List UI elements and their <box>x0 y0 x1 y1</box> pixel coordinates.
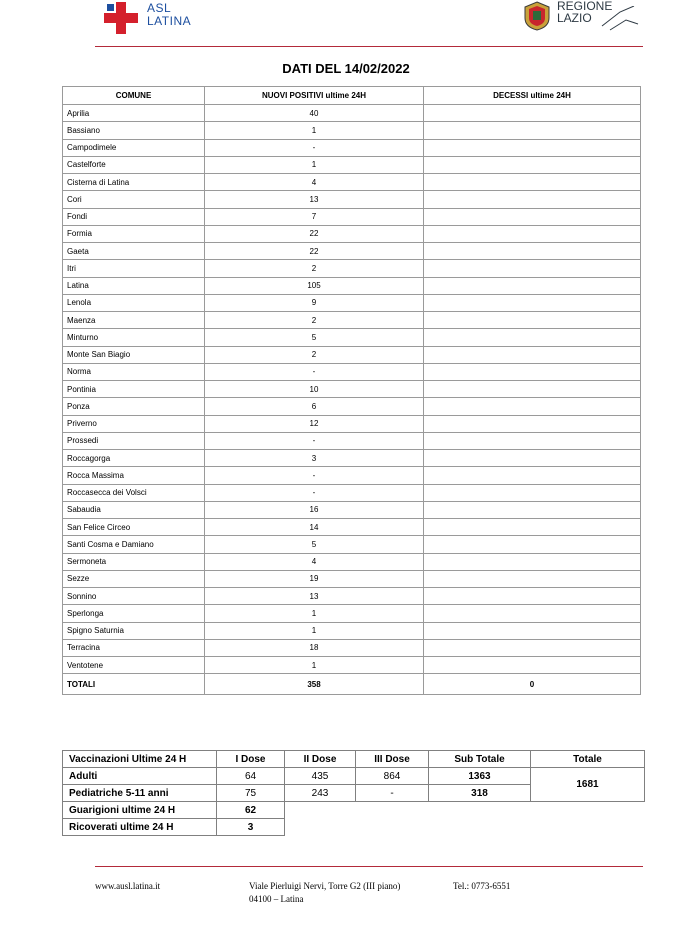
footer-address-line2: 04100 – Latina <box>249 894 304 904</box>
cell-positivi: 1 <box>205 156 424 173</box>
vax-header-dose1: I Dose <box>217 751 285 768</box>
cell-decessi <box>424 415 641 432</box>
vax-adulti-dose1: 64 <box>217 768 285 785</box>
table-row <box>63 519 641 536</box>
cell-decessi <box>424 363 641 380</box>
ricoverati-row <box>63 819 645 836</box>
cell-positivi: 13 <box>205 191 424 208</box>
cell-positivi: 5 <box>205 329 424 346</box>
cell-comune: Monte San Biagio <box>63 346 205 363</box>
regione-lazio-emblem-icon <box>522 1 552 31</box>
comuni-table <box>62 86 641 695</box>
vax-adulti-dose2: 435 <box>285 768 356 785</box>
cell-decessi <box>424 225 641 242</box>
table-row <box>63 243 641 260</box>
table-row <box>63 346 641 363</box>
table-row <box>63 174 641 191</box>
totals-label: TOTALI <box>63 674 205 695</box>
vax-header-title: Vaccinazioni Ultime 24 H <box>63 751 217 768</box>
cell-positivi: 40 <box>205 105 424 122</box>
cell-comune: Formia <box>63 225 205 242</box>
vax-pediatriche-label: Pediatriche 5-11 anni <box>63 785 217 802</box>
cell-comune: Sezze <box>63 570 205 587</box>
cell-decessi <box>424 657 641 674</box>
cell-decessi <box>424 570 641 587</box>
table-row <box>63 294 641 311</box>
cell-positivi: 3 <box>205 450 424 467</box>
cell-positivi: 19 <box>205 570 424 587</box>
cell-comune: Ventotene <box>63 657 205 674</box>
cell-comune: Terracina <box>63 639 205 656</box>
cell-decessi <box>424 381 641 398</box>
vax-header-subtotale: Sub Totale <box>429 751 531 768</box>
ricoverati-value: 3 <box>217 819 285 836</box>
header-divider <box>95 46 643 47</box>
cell-positivi: 4 <box>205 553 424 570</box>
vax-pediatriche-dose1: 75 <box>217 785 285 802</box>
cell-decessi <box>424 243 641 260</box>
table-row <box>63 657 641 674</box>
cell-decessi <box>424 277 641 294</box>
totals-row <box>63 674 641 695</box>
asl-cross-logo-icon <box>104 2 138 34</box>
cell-decessi <box>424 346 641 363</box>
table-row <box>63 605 641 622</box>
cell-comune: Pontinia <box>63 381 205 398</box>
table-row <box>63 639 641 656</box>
regione-lazio-text: REGIONE LAZIO <box>557 0 613 25</box>
col-header-positivi: NUOVI POSITIVI ultime 24H <box>205 87 424 105</box>
cell-positivi: 2 <box>205 346 424 363</box>
cell-decessi <box>424 139 641 156</box>
cell-positivi: 16 <box>205 501 424 518</box>
cell-comune: Rocca Massima <box>63 467 205 484</box>
cell-decessi <box>424 329 641 346</box>
cell-comune: Campodimele <box>63 139 205 156</box>
footer-website[interactable]: www.ausl.latina.it <box>95 881 161 891</box>
cell-positivi: 4 <box>205 174 424 191</box>
page-header <box>0 0 692 48</box>
cell-positivi: 14 <box>205 519 424 536</box>
table-row <box>63 156 641 173</box>
table-row <box>63 450 641 467</box>
vax-row-adulti <box>63 768 645 785</box>
cell-comune: Sonnino <box>63 588 205 605</box>
vax-header-dose3: III Dose <box>356 751 429 768</box>
table-row <box>63 588 641 605</box>
cell-positivi: 22 <box>205 225 424 242</box>
cell-decessi <box>424 398 641 415</box>
cell-comune: Ponza <box>63 398 205 415</box>
cell-comune: Aprilia <box>63 105 205 122</box>
cell-decessi <box>424 588 641 605</box>
vax-totale: 1681 <box>531 768 645 802</box>
cell-comune: Cisterna di Latina <box>63 174 205 191</box>
cell-comune: Sabaudia <box>63 501 205 518</box>
cell-decessi <box>424 536 641 553</box>
cell-decessi <box>424 519 641 536</box>
vax-adulti-dose3: 864 <box>356 768 429 785</box>
cell-comune: Maenza <box>63 312 205 329</box>
cell-positivi: - <box>205 484 424 501</box>
table-row <box>63 536 641 553</box>
cell-positivi: 1 <box>205 657 424 674</box>
guarigioni-value: 62 <box>217 802 285 819</box>
cell-decessi <box>424 622 641 639</box>
cell-decessi <box>424 450 641 467</box>
cell-comune: Priverno <box>63 415 205 432</box>
ricoverati-label: Ricoverati ultime 24 H <box>63 819 217 836</box>
cell-comune: Sermoneta <box>63 553 205 570</box>
cell-decessi <box>424 174 641 191</box>
table-row <box>63 415 641 432</box>
cell-comune: Gaeta <box>63 243 205 260</box>
table-row <box>63 105 641 122</box>
vax-header-row <box>63 751 645 768</box>
cell-comune: Sperlonga <box>63 605 205 622</box>
vax-pediatriche-dose3: - <box>356 785 429 802</box>
cell-positivi: 6 <box>205 398 424 415</box>
vax-pediatriche-dose2: 243 <box>285 785 356 802</box>
cell-positivi: 1 <box>205 122 424 139</box>
table-row <box>63 139 641 156</box>
table-row <box>63 260 641 277</box>
cell-comune: San Felice Circeo <box>63 519 205 536</box>
cell-positivi: 1 <box>205 622 424 639</box>
cell-decessi <box>424 105 641 122</box>
cell-decessi <box>424 501 641 518</box>
asl-logo-text: ASL LATINA <box>147 1 192 28</box>
table-row <box>63 312 641 329</box>
cell-comune: Fondi <box>63 208 205 225</box>
cell-decessi <box>424 294 641 311</box>
footer-address-line1: Viale Pierluigi Nervi, Torre G2 (III piano) <box>249 881 401 891</box>
vaccinazioni-table <box>62 750 645 836</box>
cell-comune: Lenola <box>63 294 205 311</box>
cell-decessi <box>424 639 641 656</box>
cell-comune: Itri <box>63 260 205 277</box>
cell-comune: Castelforte <box>63 156 205 173</box>
cell-comune: Santi Cosma e Damiano <box>63 536 205 553</box>
footer-phone: Tel.: 0773-6551 <box>453 881 511 891</box>
table-row <box>63 484 641 501</box>
table-row <box>63 191 641 208</box>
page-title: DATI DEL 14/02/2022 <box>282 61 410 76</box>
cell-comune: Roccagorga <box>63 450 205 467</box>
cell-comune: Latina <box>63 277 205 294</box>
cell-decessi <box>424 260 641 277</box>
table-row <box>63 208 641 225</box>
cell-comune: Cori <box>63 191 205 208</box>
vax-adulti-label: Adulti <box>63 768 217 785</box>
cell-positivi: 13 <box>205 588 424 605</box>
table-row <box>63 329 641 346</box>
footer-divider <box>95 866 643 867</box>
cell-positivi: 18 <box>205 639 424 656</box>
table-row <box>63 553 641 570</box>
vax-header-dose2: II Dose <box>285 751 356 768</box>
cell-positivi: 5 <box>205 536 424 553</box>
cell-comune: Prossedi <box>63 432 205 449</box>
cell-decessi <box>424 191 641 208</box>
table-row <box>63 381 641 398</box>
col-header-comune: COMUNE <box>63 87 205 105</box>
cell-decessi <box>424 208 641 225</box>
cell-positivi: 105 <box>205 277 424 294</box>
cell-decessi <box>424 122 641 139</box>
cell-comune: Spigno Saturnia <box>63 622 205 639</box>
table-row <box>63 622 641 639</box>
cell-comune: Norma <box>63 363 205 380</box>
guarigioni-row <box>63 802 645 819</box>
cell-decessi <box>424 432 641 449</box>
cell-positivi: 2 <box>205 312 424 329</box>
table-header-row <box>63 87 641 105</box>
cell-comune: Roccasecca dei Volsci <box>63 484 205 501</box>
cell-decessi <box>424 156 641 173</box>
vax-header-totale: Totale <box>531 751 645 768</box>
totals-positivi: 358 <box>205 674 424 695</box>
cell-positivi: 2 <box>205 260 424 277</box>
cell-positivi: - <box>205 467 424 484</box>
table-row <box>63 398 641 415</box>
cell-decessi <box>424 553 641 570</box>
cell-decessi <box>424 467 641 484</box>
cell-decessi <box>424 605 641 622</box>
table-row <box>63 363 641 380</box>
table-row <box>63 467 641 484</box>
cell-positivi: - <box>205 363 424 380</box>
cell-decessi <box>424 312 641 329</box>
totals-decessi: 0 <box>424 674 641 695</box>
table-row <box>63 277 641 294</box>
footer-address <box>249 880 400 906</box>
table-row <box>63 501 641 518</box>
vax-adulti-subtotale: 1363 <box>429 768 531 785</box>
guarigioni-label: Guarigioni ultime 24 H <box>63 802 217 819</box>
cell-positivi: 12 <box>205 415 424 432</box>
cell-comune: Bassiano <box>63 122 205 139</box>
vax-pediatriche-subtotale: 318 <box>429 785 531 802</box>
lazio-swoosh-icon <box>600 6 640 32</box>
cell-positivi: 22 <box>205 243 424 260</box>
cell-decessi <box>424 484 641 501</box>
table-row <box>63 122 641 139</box>
cell-comune: Minturno <box>63 329 205 346</box>
cell-positivi: 9 <box>205 294 424 311</box>
table-row <box>63 225 641 242</box>
cell-positivi: - <box>205 139 424 156</box>
cell-positivi: - <box>205 432 424 449</box>
table-row <box>63 570 641 587</box>
table-row <box>63 432 641 449</box>
cell-positivi: 7 <box>205 208 424 225</box>
cell-positivi: 10 <box>205 381 424 398</box>
cell-positivi: 1 <box>205 605 424 622</box>
col-header-decessi: DECESSI ultime 24H <box>424 87 641 105</box>
